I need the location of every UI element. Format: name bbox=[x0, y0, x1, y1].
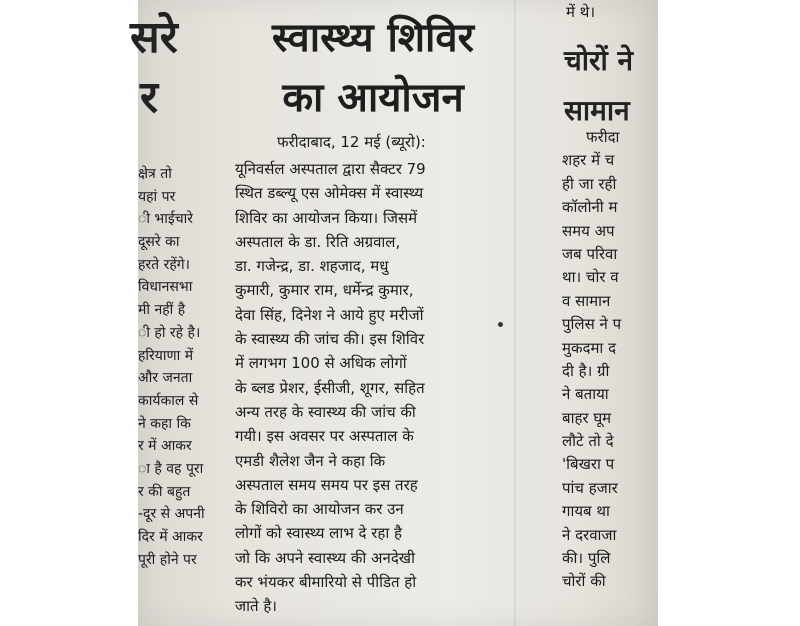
text-line: पुलिस ने प bbox=[562, 315, 622, 334]
text-line: पूरी होने पर bbox=[138, 551, 197, 568]
text-line: हरियाणा में bbox=[138, 347, 194, 364]
right-top-line: में थे। bbox=[566, 3, 596, 21]
text-line: लोगों को स्वास्थ्य लाभ दे रहा है bbox=[235, 524, 402, 543]
text-line: के स्वास्थ्य की जांच की। इस शिविर bbox=[235, 330, 425, 349]
ink-dot bbox=[498, 322, 503, 327]
text-line: ने कहा कि bbox=[138, 415, 191, 432]
text-line: ही जा रही bbox=[562, 174, 617, 193]
text-line: र की बहुत bbox=[138, 483, 191, 500]
text-line: ा है वह पूरा bbox=[138, 460, 204, 477]
text-line: चोरों की bbox=[562, 572, 606, 591]
text-line: फरीदा bbox=[586, 128, 620, 146]
right-column bbox=[562, 0, 658, 626]
text-line: एमडी शैलेश जैन ने कहा कि bbox=[235, 451, 386, 470]
text-line: कॉलोनी म bbox=[562, 198, 618, 217]
newspaper-page bbox=[130, 0, 658, 626]
text-line: लौटे तो दे bbox=[562, 432, 614, 451]
text-line: स्थित डब्ल्यू एस ओमेक्स में स्वास्थ्य bbox=[235, 184, 424, 203]
text-line: कर भंयकर बीमारियो से पीडित हो bbox=[235, 573, 417, 592]
right-body bbox=[562, 126, 672, 594]
text-line: यहां पर bbox=[138, 188, 176, 205]
text-line: पांच हजार bbox=[562, 478, 618, 497]
text-line: यूनिवर्सल अस्पताल द्वारा सैक्टर 79 bbox=[235, 160, 426, 178]
text-line: गायब था bbox=[562, 502, 610, 521]
left-headline-line: र bbox=[140, 72, 158, 123]
text-line: 'बिखरा प bbox=[562, 455, 615, 474]
left-headline-line: सरे bbox=[130, 12, 178, 63]
left-headline bbox=[130, 8, 178, 128]
text-line: शहर में च bbox=[562, 151, 615, 170]
text-line: ी भाईचारे bbox=[138, 211, 193, 228]
text-line: जो कि अपने स्वास्थ्य की अनदेखी bbox=[235, 548, 415, 567]
right-headline bbox=[564, 36, 633, 136]
headline-line: स्वास्थ्य शिविर bbox=[271, 15, 474, 61]
text-line: था। चोर व bbox=[562, 268, 619, 287]
headline-line: का आयोजन bbox=[282, 75, 464, 121]
headline-line: चोरों ने bbox=[564, 44, 634, 77]
text-line: ी हो रहे है। bbox=[138, 324, 201, 341]
article-headline bbox=[235, 8, 511, 128]
text-line: ने दरवाजा bbox=[562, 525, 617, 544]
text-line: समय अप bbox=[562, 221, 615, 240]
text-line: कुमारी, कुमार राम, धर्मेन्द्र कुमार, bbox=[235, 281, 414, 300]
left-body bbox=[138, 163, 248, 571]
text-line: ने बताया bbox=[562, 385, 609, 404]
text-line: के ब्लड प्रेशर, ईसीजी, शूगर, सहित bbox=[235, 378, 425, 397]
text-line: मुकदमा द bbox=[562, 338, 617, 357]
headline-line: सामान bbox=[564, 94, 630, 127]
text-line: की। पुलि bbox=[562, 549, 611, 568]
text-line: में लगभग 100 से अधिक लोगों bbox=[235, 354, 407, 373]
text-line: जब परिवा bbox=[562, 244, 618, 263]
left-column bbox=[130, 0, 240, 626]
text-line: के शिविरो का आयोजन कर उन bbox=[235, 500, 404, 519]
text-line: मी नहीं है bbox=[138, 302, 186, 319]
text-line: दी है। ग्री bbox=[562, 361, 610, 380]
text-line: दूसरे का bbox=[138, 234, 180, 251]
text-line: और जनता bbox=[138, 370, 193, 387]
text-line: देवा सिंह, दिनेश ने आये हुए मरीजों bbox=[235, 305, 424, 324]
text-line: र में आकर bbox=[138, 438, 192, 455]
dateline: फरीदाबाद, 12 मई (ब्यूरो): bbox=[277, 133, 426, 151]
main-article bbox=[235, 0, 511, 626]
text-line: व सामान bbox=[562, 291, 611, 310]
text-line: कार्यकाल से bbox=[138, 392, 199, 409]
page-fold bbox=[514, 0, 516, 626]
text-line: अस्पताल समय समय पर इस तरह bbox=[235, 475, 418, 494]
text-line: -दूर से अपनी bbox=[138, 506, 205, 523]
text-line: दिर में आकर bbox=[138, 529, 203, 545]
text-line: गयी। इस अवसर पर अस्पताल के bbox=[235, 427, 414, 446]
text-line: अस्पताल के डा. रिति अग्रवाल, bbox=[235, 232, 401, 251]
text-line: अन्य तरह के स्वास्थ्य की जांच की bbox=[235, 402, 416, 421]
text-line: हरते रहेंगे। bbox=[138, 256, 190, 273]
text-line: क्षेत्र तो bbox=[138, 166, 172, 182]
text-line: जाते है। bbox=[235, 597, 277, 616]
text-line: शिविर का आयोजन किया। जिसमें bbox=[235, 208, 418, 227]
article-body bbox=[235, 157, 511, 619]
text-line: डा. गजेन्द्र, डा. शहजाद, मधु bbox=[235, 257, 389, 276]
text-line: बाहर घूम bbox=[562, 408, 612, 427]
text-line: विधानसभा bbox=[138, 279, 193, 296]
